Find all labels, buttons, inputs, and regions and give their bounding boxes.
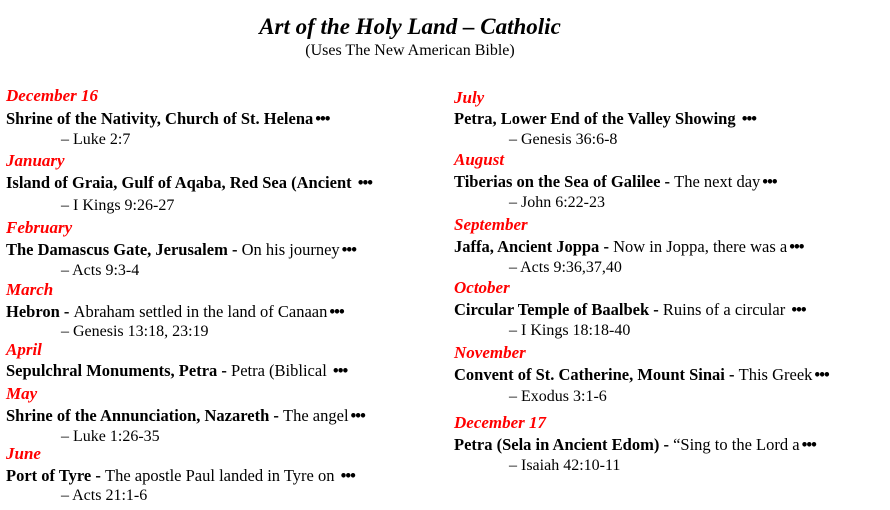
scripture-reference: – Exodus 3:1-6: [509, 388, 607, 405]
month-heading: November: [454, 343, 526, 362]
separator: -: [217, 361, 232, 380]
artwork-entry[interactable]: [454, 172, 777, 192]
more-ellipsis-icon[interactable]: •••: [329, 302, 344, 321]
more-ellipsis-icon[interactable]: •••: [341, 240, 356, 259]
month-heading: March: [6, 280, 54, 299]
artwork-entry[interactable]: [6, 173, 372, 193]
month-heading: February: [6, 218, 73, 237]
scripture-reference: – Luke 1:26-35: [61, 428, 160, 445]
separator: -: [59, 302, 74, 321]
more-ellipsis-icon[interactable]: •••: [340, 466, 355, 485]
month-heading: August: [454, 150, 505, 169]
more-ellipsis-icon[interactable]: •••: [814, 365, 829, 384]
artwork-entry[interactable]: [6, 466, 355, 486]
artwork-title: Circular Temple of Baalbek: [454, 300, 650, 319]
separator: -: [724, 365, 739, 384]
artwork-description: On his journey: [241, 240, 340, 259]
artwork-title: Shrine of the Nativity, Church of St. Helena: [6, 109, 314, 128]
more-ellipsis-icon[interactable]: •••: [350, 406, 365, 425]
artwork-title: The Damascus Gate, Jerusalem: [6, 240, 228, 259]
artwork-entry[interactable]: [454, 109, 756, 129]
month-heading: June: [6, 444, 41, 463]
more-ellipsis-icon[interactable]: •••: [315, 109, 330, 128]
scripture-reference: – Genesis 36:6-8: [509, 131, 618, 148]
month-heading: May: [6, 384, 38, 403]
artwork-entry[interactable]: [6, 240, 356, 260]
more-ellipsis-icon[interactable]: •••: [791, 300, 806, 319]
artwork-description: Ruins of a circular: [662, 300, 790, 319]
month-heading: July: [454, 88, 485, 107]
artwork-title: Petra (Sela in Ancient Edom): [454, 435, 660, 454]
month-heading: April: [6, 340, 42, 359]
artwork-description: Now in Joppa, there was a: [613, 237, 788, 256]
artwork-entry[interactable]: [6, 109, 330, 129]
scripture-reference: – I Kings 18:18-40: [509, 322, 631, 339]
page-subtitle: (Uses The New American Bible): [305, 42, 515, 59]
artwork-description: Abraham settled in the land of Canaan: [73, 302, 328, 321]
scripture-reference: – Acts 9:3-4: [61, 262, 140, 279]
artwork-title: Island of Graia, Gulf of Aqaba, Red Sea (Ancient: [6, 173, 356, 192]
scripture-reference: – I Kings 9:26-27: [61, 197, 175, 214]
scripture-reference: – Luke 2:7: [61, 131, 131, 148]
artwork-description: The next day: [674, 172, 761, 191]
month-heading: December 16: [6, 86, 99, 105]
artwork-description: The apostle Paul landed in Tyre on: [104, 466, 339, 485]
artwork-title: Sepulchral Monuments, Petra: [6, 361, 218, 380]
artwork-title: Petra, Lower End of the Valley Showing: [454, 109, 740, 128]
separator: -: [660, 172, 675, 191]
month-heading: December 17: [454, 413, 547, 432]
more-ellipsis-icon[interactable]: •••: [801, 435, 816, 454]
artwork-title: Port of Tyre: [6, 466, 92, 485]
artwork-description: This Greek: [738, 365, 813, 384]
artwork-description: Petra (Biblical: [231, 361, 331, 380]
artwork-title: Tiberias on the Sea of Galilee: [454, 172, 661, 191]
more-ellipsis-icon[interactable]: •••: [357, 173, 373, 192]
page-title: Art of the Holy Land – Catholic: [259, 14, 561, 39]
month-heading: September: [454, 215, 528, 234]
separator: -: [599, 237, 614, 256]
separator: -: [91, 466, 105, 485]
separator: -: [227, 240, 242, 259]
more-ellipsis-icon[interactable]: •••: [332, 361, 348, 380]
separator: -: [269, 406, 284, 425]
artwork-entry[interactable]: [454, 435, 816, 455]
more-ellipsis-icon[interactable]: •••: [789, 237, 804, 256]
scripture-reference: – Acts 9:36,37,40: [509, 259, 622, 276]
more-ellipsis-icon[interactable]: •••: [762, 172, 777, 191]
more-ellipsis-icon[interactable]: •••: [741, 109, 757, 128]
artwork-entry[interactable]: [454, 365, 829, 385]
artwork-title: Hebron: [6, 302, 60, 321]
month-heading: January: [6, 151, 65, 170]
scripture-reference: – Acts 21:1-6: [61, 487, 148, 504]
artwork-entry[interactable]: [6, 406, 365, 426]
artwork-entry[interactable]: [454, 237, 804, 257]
artwork-description: “Sing to the Lord a: [673, 435, 800, 454]
month-heading: October: [454, 278, 510, 297]
separator: -: [649, 300, 663, 319]
separator: -: [659, 435, 674, 454]
artwork-title: Jaffa, Ancient Joppa: [454, 237, 600, 256]
artwork-title: Convent of St. Catherine, Mount Sinai: [454, 365, 725, 384]
artwork-description: The angel: [283, 406, 349, 425]
artwork-entry[interactable]: [454, 300, 806, 320]
scripture-reference: – Isaiah 42:10-11: [509, 457, 621, 474]
artwork-entry[interactable]: [6, 302, 344, 322]
artwork-entry[interactable]: [6, 361, 347, 381]
scripture-reference: – Genesis 13:18, 23:19: [61, 323, 209, 340]
scripture-reference: – John 6:22-23: [509, 194, 605, 211]
artwork-title: Shrine of the Annunciation, Nazareth: [6, 406, 270, 425]
